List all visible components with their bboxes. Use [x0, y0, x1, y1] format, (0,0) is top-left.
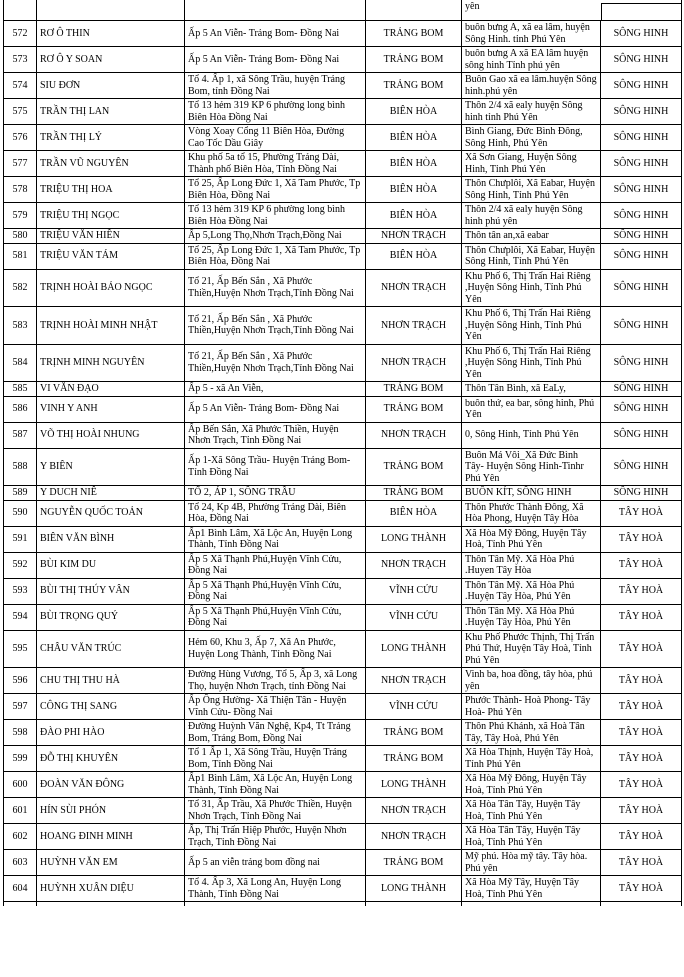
table-row — [4, 578, 682, 604]
name-cell: HÍN SÙI PHÓN — [37, 798, 185, 824]
destination-address-cell: Buôn Má Vôi_Xã Đức Bình Tây- Huyện Sông Hinh-Tinhr Phú Yên — [462, 448, 601, 486]
row-number-cell — [4, 902, 37, 907]
destination-address-cell: Thôn Tân Mỹ. Xã Hòa Phú .Huyện Tây Hòa, Phú Yên — [462, 604, 601, 630]
destination-district-cell: TÂY HOÀ — [601, 876, 682, 902]
table-row — [4, 382, 682, 397]
table-row — [4, 203, 682, 229]
table-row — [4, 746, 682, 772]
name-cell: HUỲNH VĂN EM — [37, 850, 185, 876]
row-number-cell: 590 — [4, 500, 37, 526]
name-cell: ĐỖ THỊ KHUYÊN — [37, 746, 185, 772]
name-cell: TRẦN THỊ LAN — [37, 99, 185, 125]
destination-district-cell: TÂY HOÀ — [601, 552, 682, 578]
district-cell: TRẢNG BOM — [366, 486, 462, 501]
name-cell — [37, 902, 185, 907]
table-row — [4, 668, 682, 694]
address-cell: Ấp 5,Long Thọ,Nhơn Trạch,Đồng Nai — [185, 229, 366, 244]
table-row — [4, 526, 682, 552]
destination-address-cell: BUÔN KÍT, SÔNG HINH — [462, 486, 601, 501]
destination-district-cell: SÔNG HINH — [601, 99, 682, 125]
district-cell: NHƠN TRẠCH — [366, 668, 462, 694]
row-number-cell: 574 — [4, 73, 37, 99]
table-row — [4, 422, 682, 448]
destination-district-cell: TÂY HOÀ — [601, 746, 682, 772]
row-number-cell: 595 — [4, 630, 37, 668]
row-number-cell: 589 — [4, 486, 37, 501]
row-number-cell: 572 — [4, 21, 37, 47]
destination-address-cell: Xã Hòa Thịnh, Huyện Tây Hoà, Tỉnh Phú Yên — [462, 746, 601, 772]
destination-district-cell: SÔNG HINH — [601, 448, 682, 486]
destination-address-cell: Xã Hòa Mỹ Đông, Huyện Tây Hoà, Tỉnh Phú Yên — [462, 772, 601, 798]
destination-district-cell: TÂY HOÀ — [601, 526, 682, 552]
name-cell: RƠ Ô Y SOAN — [37, 47, 185, 73]
table-body — [4, 0, 682, 906]
partial-row-next-cut — [4, 902, 682, 907]
destination-address-cell — [462, 902, 601, 907]
address-cell: Tổ 21, Ấp Bến Sắn , Xã Phước Thiền,Huyện Nhơn Trạch,Tỉnh Đồng Nai — [185, 307, 366, 345]
address-cell: Ấp 5 Xã Thạnh Phú,Huyện Vĩnh Cửu, Đồng Nai — [185, 552, 366, 578]
destination-district-cell: SÔNG HINH — [601, 269, 682, 307]
district-cell: TRẢNG BOM — [366, 382, 462, 397]
destination-district-cell: SÔNG HINH — [601, 125, 682, 151]
name-cell: Y DUCH NIÊ — [37, 486, 185, 501]
table-row — [4, 486, 682, 501]
address-cell: Tổ 1 Ấp 1, Xã Sông Trầu, Huyện Trảng Bom, Tỉnh Đồng Nai — [185, 746, 366, 772]
address-cell: Ấp 5 - xã An Viễn, — [185, 382, 366, 397]
destination-district-cell: TÂY HOÀ — [601, 850, 682, 876]
address-cell: Tổ 24, Kp 4B, Phường Trảng Dài, Biên Hòa, Đồng Nai — [185, 500, 366, 526]
district-cell: LONG THÀNH — [366, 526, 462, 552]
name-cell: TRIỆU THỊ NGỌC — [37, 203, 185, 229]
destination-address-cell: Xã Hòa Tân Tây, Huyện Tây Hoà, Tỉnh Phú Yên — [462, 824, 601, 850]
destination-address-cell: yên — [462, 0, 601, 21]
district-cell: TRẢNG BOM — [366, 448, 462, 486]
district-cell — [366, 902, 462, 907]
address-cell: Tổ 13 hẻm 319 KP 6 phường long bình Biên Hòa Đồng Nai — [185, 99, 366, 125]
row-number-cell: 582 — [4, 269, 37, 307]
name-cell — [37, 0, 185, 21]
row-number-cell: 581 — [4, 243, 37, 269]
row-number-cell: 602 — [4, 824, 37, 850]
district-cell: LONG THÀNH — [366, 876, 462, 902]
district-cell: NHƠN TRẠCH — [366, 422, 462, 448]
name-cell: TRIỆU VĂN HIỀN — [37, 229, 185, 244]
name-cell: VÕ THỊ HOÀI NHUNG — [37, 422, 185, 448]
destination-address-cell: Thôn Phú Khánh, xã Hoà Tân Tây, Tây Hoà, Phú Yên — [462, 720, 601, 746]
destination-address-cell: Vinh ba, hoa đồng, tây hòa, phú yên — [462, 668, 601, 694]
address-cell: Ấp 5 Xã Thạnh Phú,Huyện Vĩnh Cửu, Đồng Nai — [185, 578, 366, 604]
table-row — [4, 604, 682, 630]
district-cell: TRẢNG BOM — [366, 850, 462, 876]
address-cell: Hẻm 60, Khu 3, Ấp 7, Xã An Phước, Huyện Long Thành, Tỉnh Đồng Nai — [185, 630, 366, 668]
district-cell: BIÊN HÒA — [366, 151, 462, 177]
district-cell: NHƠN TRẠCH — [366, 307, 462, 345]
destination-district-cell: TÂY HOÀ — [601, 772, 682, 798]
row-number-cell: 580 — [4, 229, 37, 244]
address-cell: Tổ 21, Ấp Bến Sắn , Xã Phước Thiền,Huyện Nhơn Trạch,Tỉnh Đồng Nai — [185, 344, 366, 382]
district-cell: NHƠN TRẠCH — [366, 269, 462, 307]
district-cell: BIÊN HÒA — [366, 203, 462, 229]
destination-address-cell: Buôn Gao xã ea lâm.huyện Sông hinh.phú yên — [462, 73, 601, 99]
address-cell — [185, 0, 366, 21]
name-cell: TRỊNH HOÀI MINH NHẬT — [37, 307, 185, 345]
destination-address-cell: Thôn 2/4 xã ealy huyện Sông hinh tỉnh Phú Yên — [462, 99, 601, 125]
table-row — [4, 229, 682, 244]
row-number-cell: 587 — [4, 422, 37, 448]
district-cell: BIÊN HÒA — [366, 99, 462, 125]
district-cell: BIÊN HÒA — [366, 243, 462, 269]
table-row — [4, 500, 682, 526]
row-number-cell: 592 — [4, 552, 37, 578]
row-number-cell: 594 — [4, 604, 37, 630]
address-cell: Đường Huỳnh Văn Nghệ, Kp4, Tt Trảng Bom, Trảng Bom, Đồng Nai — [185, 720, 366, 746]
row-number-cell: 584 — [4, 344, 37, 382]
district-cell: LONG THÀNH — [366, 772, 462, 798]
district-cell: TRẢNG BOM — [366, 47, 462, 73]
name-cell: HUỲNH XUÂN DIỆU — [37, 876, 185, 902]
name-cell: VINH Y ANH — [37, 396, 185, 422]
resident-roster-table — [3, 0, 682, 906]
name-cell: TRỊNH MINH NGUYÊN — [37, 344, 185, 382]
table-row — [4, 824, 682, 850]
table-row — [4, 99, 682, 125]
destination-district-cell: SÔNG HINH — [601, 21, 682, 47]
destination-address-cell: Thôn Tân Mỹ. Xã Hòa Phú .Huyen Tây Hòa — [462, 552, 601, 578]
table-row — [4, 344, 682, 382]
row-number-cell: 578 — [4, 177, 37, 203]
destination-address-cell: Thôn tân an,xã eabar — [462, 229, 601, 244]
destination-district-cell: TÂY HOÀ — [601, 824, 682, 850]
address-cell: Ấp 5 An Viễn- Trảng Bom- Đồng Nai — [185, 47, 366, 73]
district-cell: BIÊN HÒA — [366, 500, 462, 526]
table-row — [4, 269, 682, 307]
row-number-cell: 603 — [4, 850, 37, 876]
name-cell: BÙI THỊ THÚY VÂN — [37, 578, 185, 604]
name-cell: TRẦN VŨ NGUYÊN — [37, 151, 185, 177]
destination-address-cell: Khu Phố 6, Thị Trấn Hai Riêng ,Huyện Sông Hinh, Tỉnh Phú Yên — [462, 307, 601, 345]
district-cell: NHƠN TRẠCH — [366, 824, 462, 850]
table-row — [4, 694, 682, 720]
address-cell: Tổ 25, Ấp Long Đức 1, Xã Tam Phước, Tp Biên Hòa, Đồng Nai — [185, 177, 366, 203]
name-cell: CHÂU VĂN TRÚC — [37, 630, 185, 668]
table-row — [4, 798, 682, 824]
district-cell: NHƠN TRẠCH — [366, 798, 462, 824]
destination-address-cell: Thôn Tân Bình, xã EaLy, — [462, 382, 601, 397]
district-cell: TRẢNG BOM — [366, 720, 462, 746]
destination-district-cell: SÔNG HINH — [601, 203, 682, 229]
destination-district-cell — [601, 902, 682, 907]
destination-district-cell: SÔNG HINH — [601, 73, 682, 99]
address-cell: Ấp 5 An Viễn- Trảng Bom- Đồng Nai — [185, 21, 366, 47]
district-cell: VĨNH CỬU — [366, 694, 462, 720]
district-cell: TRẢNG BOM — [366, 746, 462, 772]
table-row — [4, 448, 682, 486]
row-number-cell: 600 — [4, 772, 37, 798]
address-cell: Khu phố 5a tổ 15, Phường Trảng Dài, Thành phố Biên Hòa, Tỉnh Đồng Nai — [185, 151, 366, 177]
address-cell: Ấp1 Bình Lâm, Xã Lộc An, Huyện Long Thành, Tỉnh Đồng Nai — [185, 526, 366, 552]
destination-address-cell: Thôn Tân Mỹ. Xã Hòa Phú .Huyện Tây Hòa, Phú Yên — [462, 578, 601, 604]
destination-district-cell — [601, 0, 682, 21]
destination-district-cell: SÔNG HINH — [601, 422, 682, 448]
address-cell: TỔ 2, ÁP 1, SÔNG TRẦU — [185, 486, 366, 501]
address-cell: Tổ 21, Ấp Bến Sắn , Xã Phước Thiền,Huyện Nhơn Trạch,Tỉnh Đồng Nai — [185, 269, 366, 307]
address-cell: Ấp 1-Xã Sông Trầu- Huyện Trảng Bom- Tỉnh Đồng Nai — [185, 448, 366, 486]
table-row — [4, 876, 682, 902]
row-number-cell: 604 — [4, 876, 37, 902]
address-cell: Tổ 13 hẻm 319 KP 6 phường long bình Biên Hòa Đồng Nai — [185, 203, 366, 229]
destination-district-cell: TÂY HOÀ — [601, 630, 682, 668]
name-cell: TRỊNH HOÀI BẢO NGỌC — [37, 269, 185, 307]
district-cell: NHƠN TRẠCH — [366, 552, 462, 578]
address-cell: Ấp1 Bình Lâm, Xã Lộc An, Huyện Long Thành, Tỉnh Đồng Nai — [185, 772, 366, 798]
destination-district-cell: SÔNG HINH — [601, 229, 682, 244]
row-number-cell: 597 — [4, 694, 37, 720]
address-cell: Ấp 5 An Viễn- Trảng Bom- Đồng Nai — [185, 396, 366, 422]
destination-district-cell: TÂY HOÀ — [601, 694, 682, 720]
destination-district-cell: SÔNG HINH — [601, 243, 682, 269]
row-number-cell: 593 — [4, 578, 37, 604]
destination-address-cell: Xã Sơn Giang, Huyện Sông Hinh, Tỉnh Phú Yên — [462, 151, 601, 177]
address-cell: Tổ 25, Ấp Long Đức 1, Xã Tam Phước, Tp Biên Hòa, Đồng Nai — [185, 243, 366, 269]
district-cell: BIÊN HÒA — [366, 177, 462, 203]
destination-district-cell: SÔNG HINH — [601, 47, 682, 73]
destination-address-cell: Khu Phố 6, Thị Trấn Hai Riêng ,Huyện Sông Hinh, Tỉnh Phú Yên — [462, 344, 601, 382]
table-row — [4, 850, 682, 876]
address-cell — [185, 902, 366, 907]
address-cell: Ấp 5 an viễn trảng bom đồng nai — [185, 850, 366, 876]
row-number-cell: 588 — [4, 448, 37, 486]
destination-address-cell: Bình Giang, Đức Bình Đông, Sông Hinh, Phú Yên — [462, 125, 601, 151]
name-cell: CHU THỊ THU HÀ — [37, 668, 185, 694]
name-cell: BÙI KIM DU — [37, 552, 185, 578]
name-cell: ĐOÀN VĂN ĐÔNG — [37, 772, 185, 798]
district-cell: VĨNH CỬU — [366, 604, 462, 630]
address-cell: Ấp 5 Xã Thạnh Phú,Huyện Vĩnh Cửu, Đồng Nai — [185, 604, 366, 630]
destination-district-cell: TÂY HOÀ — [601, 604, 682, 630]
name-cell: ĐÀO PHI HÀO — [37, 720, 185, 746]
destination-address-cell: Xã Hòa Mỹ Đông, Huyện Tây Hoà, Tỉnh Phú Yên — [462, 526, 601, 552]
address-cell: Ấp Ông Hường- Xã Thiện Tân - Huyện Vĩnh Cửu- Đồng Nai — [185, 694, 366, 720]
name-cell: TRẦN THỊ LÝ — [37, 125, 185, 151]
partial-row-continuation — [4, 0, 682, 21]
table-row — [4, 243, 682, 269]
destination-address-cell: buôn bưng A, xã ea lâm, huyện Sông Hinh. tỉnh Phú Yên — [462, 21, 601, 47]
table-row — [4, 151, 682, 177]
district-cell: LONG THÀNH — [366, 630, 462, 668]
table-row — [4, 73, 682, 99]
name-cell: TRIỆU THỊ HOA — [37, 177, 185, 203]
destination-district-cell: TÂY HOÀ — [601, 500, 682, 526]
district-cell: VĨNH CỬU — [366, 578, 462, 604]
row-number-cell: 599 — [4, 746, 37, 772]
table-row — [4, 772, 682, 798]
name-cell: TRIỆU VĂN TÁM — [37, 243, 185, 269]
row-number-cell: 575 — [4, 99, 37, 125]
district-cell: BIÊN HÒA — [366, 125, 462, 151]
destination-address-cell: Thôn Chưplôi, Xã Eabar, Huyện Sông Hinh, Tỉnh Phú Yên — [462, 243, 601, 269]
destination-district-cell: SÔNG HINH — [601, 486, 682, 501]
destination-district-cell: SÔNG HINH — [601, 396, 682, 422]
destination-district-cell: TÂY HOÀ — [601, 578, 682, 604]
row-number-cell: 585 — [4, 382, 37, 397]
name-cell: HOANG ĐINH MINH — [37, 824, 185, 850]
district-cell: TRẢNG BOM — [366, 73, 462, 99]
row-number-cell: 586 — [4, 396, 37, 422]
table-row — [4, 720, 682, 746]
table-row — [4, 47, 682, 73]
destination-address-cell: buôn bưng A xã EA lâm huyện sông hinh Tỉnh phú yên — [462, 47, 601, 73]
name-cell: SIU ĐƠN — [37, 73, 185, 99]
destination-address-cell: Xã Hòa Tân Tây, Huyện Tây Hoà, Tỉnh Phú Yên — [462, 798, 601, 824]
destination-address-cell: Khu Phố 6, Thị Trấn Hai Riêng ,Huyện Sông Hinh, Tỉnh Phú Yên — [462, 269, 601, 307]
table-row — [4, 177, 682, 203]
row-number-cell: 596 — [4, 668, 37, 694]
destination-district-cell: TÂY HOÀ — [601, 720, 682, 746]
table-row — [4, 307, 682, 345]
destination-address-cell: Mỹ phú. Hòa mỹ tây. Tây hòa. Phú yên — [462, 850, 601, 876]
destination-address-cell: Phước Thành- Hoà Phong- Tây Hoà- Phú Yên — [462, 694, 601, 720]
name-cell: NGUYỄN QUỐC TOẢN — [37, 500, 185, 526]
name-cell: BIÊN VĂN BÌNH — [37, 526, 185, 552]
district-cell: NHƠN TRẠCH — [366, 229, 462, 244]
row-number-cell — [4, 0, 37, 21]
address-cell: Ấp, Thị Trấn Hiệp Phước, Huyện Nhơn Trạch, Tỉnh Đồng Nai — [185, 824, 366, 850]
table-row — [4, 125, 682, 151]
name-cell: BÙI TRỌNG QUÝ — [37, 604, 185, 630]
row-number-cell: 579 — [4, 203, 37, 229]
address-cell: Tổ 4. Ấp 3, Xã Long An, Huyện Long Thành, Tỉnh Đồng Nai — [185, 876, 366, 902]
destination-district-cell: SÔNG HINH — [601, 382, 682, 397]
row-number-cell: 591 — [4, 526, 37, 552]
row-number-cell: 576 — [4, 125, 37, 151]
destination-district-cell: SÔNG HINH — [601, 151, 682, 177]
row-number-cell: 583 — [4, 307, 37, 345]
district-cell: TRẢNG BOM — [366, 396, 462, 422]
district-cell: NHƠN TRẠCH — [366, 344, 462, 382]
table-row — [4, 552, 682, 578]
destination-district-cell: SÔNG HINH — [601, 307, 682, 345]
destination-address-cell: Thôn Phước Thành Đông, Xã Hòa Phong, Huyện Tây Hòa — [462, 500, 601, 526]
address-cell: Đường Hùng Vương, Tổ 5, Ấp 3, xã Long Thọ, huyện Nhơn Trạch, tỉnh Đồng Nai — [185, 668, 366, 694]
district-cell: TRẢNG BOM — [366, 21, 462, 47]
table-row — [4, 630, 682, 668]
destination-address-cell: Thôn Chưplôi, Xã Eabar, Huyện Sông Hinh, Tỉnh Phú Yên — [462, 177, 601, 203]
name-cell: VI VĂN ĐẠO — [37, 382, 185, 397]
table-row — [4, 21, 682, 47]
row-number-cell: 577 — [4, 151, 37, 177]
destination-district-cell: SÔNG HINH — [601, 344, 682, 382]
address-cell: Ấp Bến Sắn, Xã Phước Thiền, Huyện Nhơn Trạch, Tỉnh Đồng Nai — [185, 422, 366, 448]
cell-border-box — [601, 3, 682, 20]
destination-address-cell: Xã Hòa Mỹ Tây, Huyện Tây Hoà, Tỉnh Phú Yên — [462, 876, 601, 902]
destination-district-cell: TÂY HOÀ — [601, 798, 682, 824]
address-cell: Vòng Xoay Cổng 11 Biên Hòa, Đường Cao Tốc Dầu Giây — [185, 125, 366, 151]
row-number-cell: 601 — [4, 798, 37, 824]
address-cell: Tổ 4. Ấp 1, xã Sông Trầu, huyện Trảng Bom, tỉnh Đồng Nai — [185, 73, 366, 99]
destination-address-cell: Thôn 2/4 xã ealy huyện Sông hinh phú yên — [462, 203, 601, 229]
destination-district-cell: TÂY HOÀ — [601, 668, 682, 694]
address-cell: Tổ 31, Ấp Trầu, Xã Phước Thiền, Huyện Nhơn Trạch, Tỉnh Đồng Nai — [185, 798, 366, 824]
destination-district-cell: SÔNG HINH — [601, 177, 682, 203]
destination-address-cell: 0, Sông Hinh, Tỉnh Phú Yên — [462, 422, 601, 448]
name-cell: Y BIÊN — [37, 448, 185, 486]
destination-address-cell: Khu Phố Phước Thịnh, Thị Trấn Phú Thứ, Huyện Tây Hoà, Tỉnh Phú Yên — [462, 630, 601, 668]
row-number-cell: 598 — [4, 720, 37, 746]
table-row — [4, 396, 682, 422]
name-cell: CÔNG THỊ SANG — [37, 694, 185, 720]
name-cell: RƠ Ô THIN — [37, 21, 185, 47]
row-number-cell: 573 — [4, 47, 37, 73]
destination-address-cell: buôn thứ, ea bar, sông hinh, Phú Yên — [462, 396, 601, 422]
district-cell — [366, 0, 462, 21]
